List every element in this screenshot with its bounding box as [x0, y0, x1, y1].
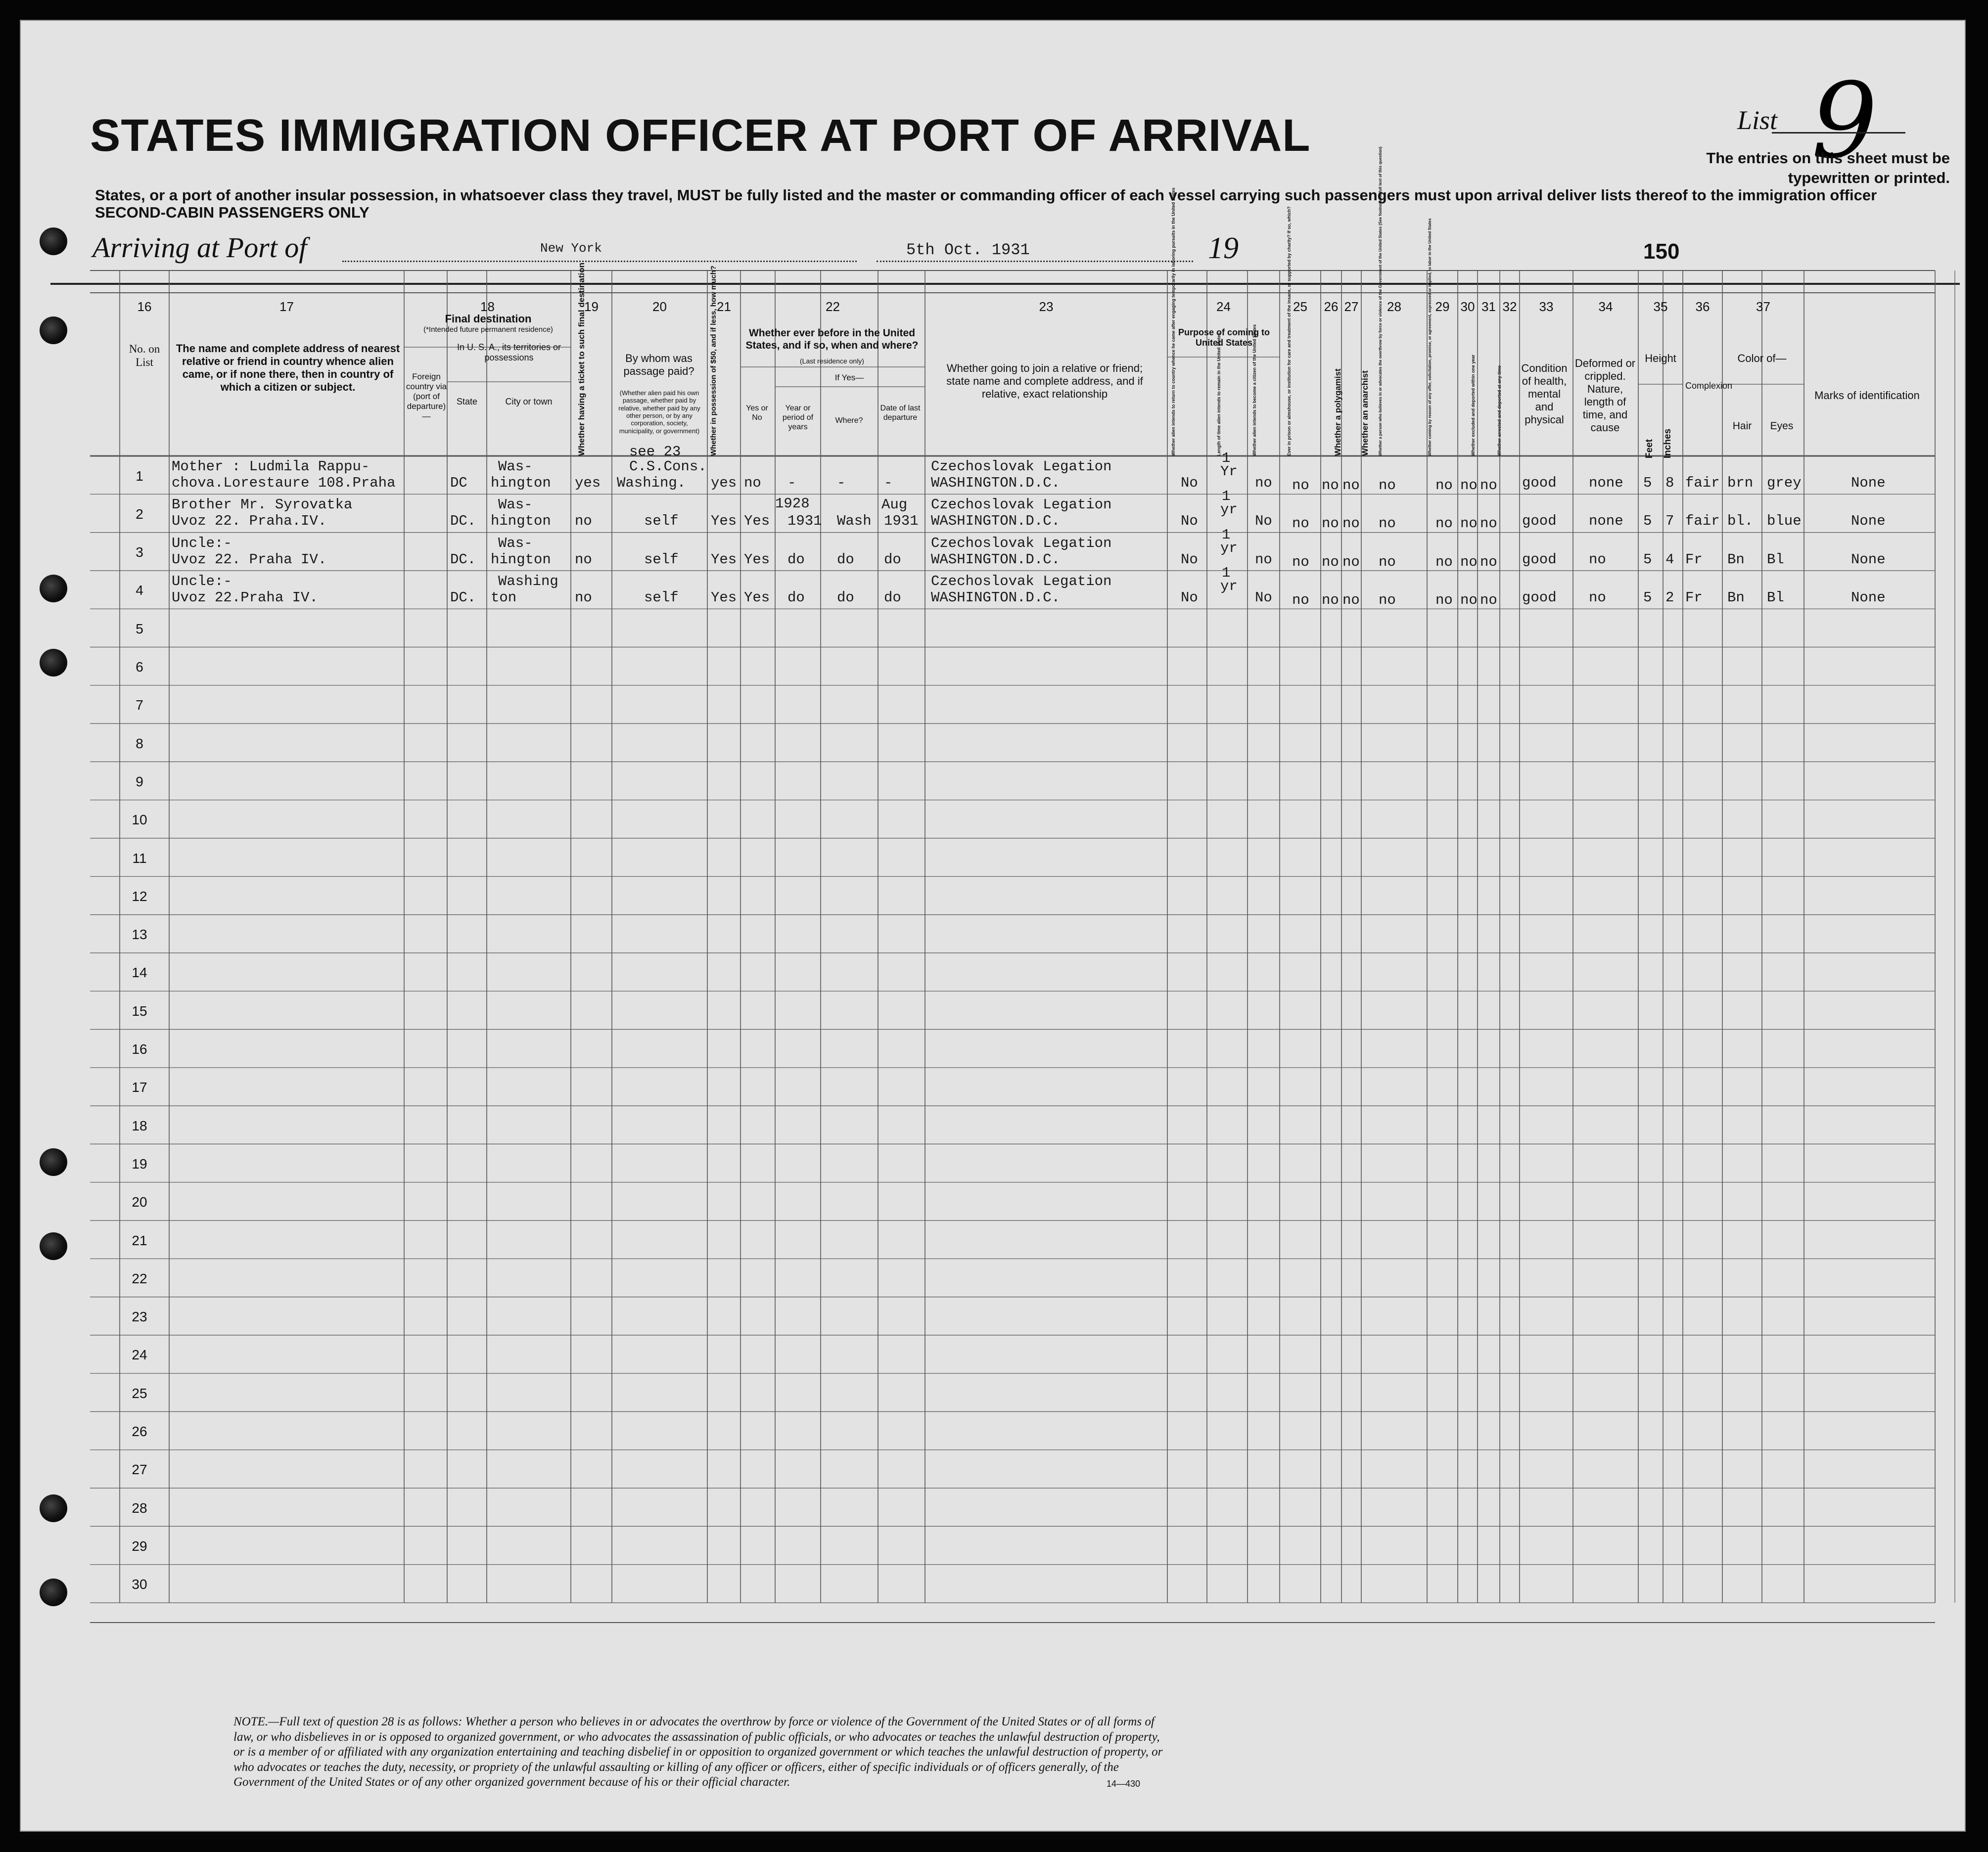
header-no-on-list: No. on List [129, 343, 160, 369]
header-citizen-intent: Whether alien intends to become a citizen of the United States [1252, 324, 1257, 456]
citizen-intent: no [1255, 551, 1272, 568]
polygamist-value: no [1322, 553, 1339, 570]
joining-relative: Czechoslovak Legation [931, 458, 1112, 475]
joining-relative: Czechoslovak Legation [931, 573, 1112, 589]
arrested-value: no [1480, 591, 1497, 608]
row-number: 27 [132, 1462, 147, 1478]
ticket-value: no [575, 589, 592, 606]
row-number: 9 [136, 773, 143, 789]
joining-address: WASHINGTON.D.C. [931, 513, 1061, 530]
header-relative: The name and complete address of nearest relative or friend in country whence alien came, or if none there, then in country of which a citizen or subject. [176, 342, 400, 393]
relative-address: chova.Lorestaure 108.Praha [172, 475, 396, 491]
prison-value: no [1292, 477, 1309, 494]
length-of-stay: 1 [1222, 450, 1231, 466]
header-health: Condition of health, mental and physical [1521, 362, 1568, 426]
row-number: 14 [132, 965, 147, 981]
joining-relative: Czechoslovak Legation [931, 497, 1112, 513]
header-polygamist: Whether a polygamist [1333, 368, 1342, 456]
arrested-value: no [1480, 515, 1497, 532]
header-prison: Ever in prison or almshouse, or institution for care and treatment of the insane, or supported by charity? If so, which? [1287, 206, 1292, 456]
header-final-destination: Final destination [445, 313, 532, 325]
before-in-us: Yes [744, 589, 770, 606]
complexion-value: Fr [1685, 589, 1703, 606]
row-number: 18 [132, 1118, 147, 1133]
header-joining: Whether going to join a relative or friend; state name and complete address, and if relative, exact relationship [946, 362, 1143, 400]
hair-color: brn [1727, 475, 1754, 491]
destination-city: Was- [498, 497, 533, 513]
excluded-value: no [1460, 591, 1478, 608]
prison-value: no [1292, 515, 1309, 532]
header-return-intent: Whether alien intends to return to country whence he came after engaging temporarily in laboring pursuits in the United States [1171, 187, 1176, 456]
column-number: 29 [1435, 299, 1450, 314]
header-color: Color of— [1737, 352, 1787, 364]
relative-address: Uvoz 22.Praha IV. [172, 589, 318, 606]
table-grid [21, 21, 1965, 1831]
header-inches: Inches [1663, 428, 1673, 458]
column-number: 21 [717, 299, 731, 314]
height-inches: 8 [1665, 475, 1674, 491]
eye-color: blue [1767, 513, 1802, 530]
header-yes-or-no: Yes or No [746, 404, 768, 422]
row-number: 20 [132, 1194, 147, 1210]
height-inches: 2 [1665, 589, 1674, 606]
health-value: good [1522, 589, 1557, 606]
row-number: 29 [132, 1538, 147, 1554]
form-number: 14—430 [1107, 1779, 1141, 1789]
before-where: do [837, 551, 854, 568]
row-number: 4 [136, 583, 143, 598]
passage-paid: C.S.Cons. [629, 458, 707, 475]
list-label: List [1737, 105, 1778, 135]
before-year: 1931 [787, 513, 822, 530]
row-number: 23 [132, 1309, 147, 1325]
header-before-us: Whether ever before in the United States, and if so, when and where? [745, 327, 919, 351]
header-anarchist: Whether an anarchist [1360, 370, 1370, 456]
row-number: 26 [132, 1424, 147, 1439]
column-number: 28 [1387, 299, 1401, 314]
column-number: 16 [137, 299, 152, 314]
column-number: 22 [826, 299, 840, 314]
return-intent: No [1181, 551, 1198, 568]
length-of-stay: yr [1220, 501, 1238, 518]
page-number: 150 [1643, 239, 1680, 264]
ticket-value: yes [575, 475, 601, 491]
relative-name: Uncle:- [172, 573, 232, 589]
column-number: 17 [279, 299, 294, 314]
identification-marks: None [1851, 475, 1886, 491]
labor-offer-value: no [1435, 477, 1453, 494]
header-state: State [456, 397, 478, 407]
header-hair: Hair [1732, 420, 1752, 432]
column-number: 27 [1344, 299, 1359, 314]
before-year: do [787, 551, 805, 568]
header-passage-paid-sub: (Whether alien paid his own passage, whether paid by relative, whether paid by any other person, or by any corporation, society, municipality, or government) [618, 389, 700, 435]
row-number: 7 [136, 697, 143, 713]
header-length-of-stay: Length of time alien intends to remain in the United States [1216, 332, 1221, 456]
destination-state: DC. [450, 589, 476, 606]
height-feet: 5 [1643, 475, 1652, 491]
height-inches: 4 [1665, 551, 1674, 568]
citizen-intent: no [1255, 475, 1272, 491]
identification-marks: None [1851, 551, 1886, 568]
row-number: 12 [132, 888, 147, 904]
header-complexion: Complexion [1685, 381, 1733, 391]
length-of-stay: yr [1220, 578, 1238, 594]
row-number: 1 [136, 468, 143, 484]
header-feet: Feet [1644, 439, 1655, 458]
relative-name: Uncle:- [172, 535, 232, 551]
column-number: 30 [1460, 299, 1475, 314]
departure-date: do [884, 551, 901, 568]
row-number: 6 [136, 659, 143, 675]
complexion-value: fair [1685, 513, 1720, 530]
excluded-value: no [1460, 515, 1478, 532]
entries-note: The entries on this sheet must be typewritten or printed. [1706, 149, 1950, 187]
joining-address: WASHINGTON.D.C. [931, 589, 1061, 606]
health-value: good [1522, 475, 1557, 491]
destination-city: Washing [498, 573, 558, 589]
row-number: 16 [132, 1041, 147, 1057]
destination-city: Was- [498, 535, 533, 551]
arrival-port: New York [540, 241, 602, 256]
header-overthrow: Whether a person who believes in or advocates the overthrow by force or violence of the Government of the United States (See footnote for full text of this question) [1378, 146, 1383, 456]
row-number: 22 [132, 1270, 147, 1286]
identification-marks: None [1851, 589, 1886, 606]
complexion-value: Fr [1685, 551, 1703, 568]
passage-paid: self [644, 551, 679, 568]
citizen-intent: No [1255, 513, 1272, 530]
health-value: good [1522, 551, 1557, 568]
header-arrested: Whether arrested and deported at any time [1497, 365, 1502, 456]
destination-city: Was- [498, 458, 533, 475]
destination-state: DC. [450, 513, 476, 530]
citizen-intent: No [1255, 589, 1272, 606]
anarchist-value: no [1342, 553, 1360, 570]
page-title: STATES IMMIGRATION OFFICER AT PORT OF ARRIVAL [90, 110, 1311, 161]
passage-paid: Washing. [617, 475, 686, 491]
complexion-value: fair [1685, 475, 1720, 491]
length-of-stay: 1 [1222, 488, 1231, 505]
prison-value: no [1292, 553, 1309, 570]
hair-color: bl. [1727, 513, 1754, 530]
joining-relative: Czechoslovak Legation [931, 535, 1112, 551]
before-in-us: no [744, 475, 761, 491]
overthrow-value: no [1379, 553, 1396, 570]
header-deformed: Deformed or crippled. Nature, length of time, and cause [1574, 357, 1636, 434]
fifty-dollars-value: Yes [711, 589, 737, 606]
relative-address: Uvoz 22. Praha.IV. [172, 513, 327, 530]
overthrow-value: no [1379, 515, 1396, 532]
column-number: 31 [1481, 299, 1496, 314]
destination-city: hington [491, 551, 551, 568]
before-in-us: Yes [744, 513, 770, 530]
return-intent: No [1181, 513, 1198, 530]
list-number: 9 [1811, 60, 1878, 181]
row-number: 11 [132, 850, 147, 866]
header-marks: Marks of identification [1814, 389, 1920, 402]
column-number: 34 [1598, 299, 1613, 314]
column-number: 26 [1324, 299, 1339, 314]
row-number: 19 [132, 1156, 147, 1172]
header-where: Where? [835, 416, 863, 425]
deformed-value: none [1589, 475, 1623, 491]
departure-date: - [884, 475, 893, 491]
deformed-value: no [1589, 589, 1606, 606]
row-number: 10 [132, 812, 147, 828]
departure-date: Aug [881, 497, 908, 513]
arrested-value: no [1480, 553, 1497, 570]
hair-color: Bn [1727, 589, 1745, 606]
column-number: 33 [1539, 299, 1554, 314]
row-number: 2 [136, 506, 143, 522]
header-year: Year or period of years [782, 404, 814, 431]
relative-address: Uvoz 22. Praha IV. [172, 551, 327, 568]
header-excluded: Whether excluded and deported within one year [1471, 354, 1476, 456]
arrival-date: 5th Oct. 1931 [906, 241, 1030, 259]
before-year: do [787, 589, 805, 606]
header-purpose: Purpose of coming to United States [1178, 327, 1270, 348]
length-of-stay: yr [1220, 540, 1238, 556]
ticket-value: no [575, 551, 592, 568]
header-foreign-country: Foreign country via (port of departure)— [406, 372, 447, 421]
before-year: - [787, 475, 796, 491]
row-number: 17 [132, 1080, 147, 1095]
row-number: 21 [132, 1232, 147, 1248]
arrival-label: Arriving at Port of [92, 231, 307, 264]
destination-city: hington [491, 475, 551, 491]
header-in-usa: In U. S. A., its territories or possessions [457, 342, 561, 363]
relative-name: Brother Mr. Syrovatka [172, 497, 353, 513]
column-number: 23 [1039, 299, 1054, 314]
eye-color: Bl [1767, 589, 1784, 606]
joining-address: WASHINGTON.D.C. [931, 551, 1061, 568]
row-number: 13 [132, 927, 147, 943]
relative-name: Mother : Ludmila Rappu- [172, 458, 370, 475]
excluded-value: no [1460, 553, 1478, 570]
excluded-value: no [1460, 477, 1478, 494]
passage-paid: see 23 [629, 444, 681, 460]
column-number: 32 [1502, 299, 1517, 314]
before-where: do [837, 589, 854, 606]
eye-color: Bl [1767, 551, 1784, 568]
row-number: 30 [132, 1577, 147, 1592]
height-feet: 5 [1643, 551, 1652, 568]
height-feet: 5 [1643, 513, 1652, 530]
fifty-dollars-value: yes [711, 475, 737, 491]
row-number: 15 [132, 1003, 147, 1019]
fifty-dollars-value: Yes [711, 551, 737, 568]
header-height: Height [1645, 352, 1676, 364]
header-ticket: Whether having a ticket to such final destination [577, 262, 586, 456]
header-passage-paid: By whom was passage paid? [623, 352, 694, 377]
row-number: 24 [132, 1347, 147, 1363]
anarchist-value: no [1342, 477, 1360, 494]
footnote: NOTE.—Full text of question 28 is as follows: Whether a person who believes in or advocates the overthrow by force or violence of the Government of the United States or of all forms of law, or who disbelieves in or is opposed to organized government, or who advocates the assassination of public officials, or who advocates or teaches the unlawful destruction of property, or is a member of or affiliated with any organization entertaining and teaching disbelief in or opposition to organized government or which teaches the unlawful destruction of property, or who advocates or teaches the duty, necessity, or propriety of the unlawful assaulting or killing of any officer or officers, either of specific individuals or of officers generally, of the Government of the United States or of any other organized government because of his or their official character. [233, 1715, 1163, 1789]
departure-date: 1931 [884, 513, 919, 530]
overthrow-value: no [1379, 477, 1396, 494]
header-if-yes: If Yes— [834, 373, 864, 382]
before-where: - [837, 475, 846, 491]
header-before-us-sub: (Last residence only) [800, 357, 864, 365]
column-number: 24 [1216, 299, 1231, 314]
column-number: 18 [480, 299, 495, 314]
polygamist-value: no [1322, 477, 1339, 494]
header-eyes: Eyes [1770, 420, 1794, 432]
column-number: 37 [1756, 299, 1770, 314]
fifty-dollars-value: Yes [711, 513, 737, 530]
arrested-value: no [1480, 477, 1497, 494]
manifest-sheet [20, 20, 1966, 1832]
row-number: 3 [136, 544, 143, 560]
header-fifty-dollars: Whether in possession of $50, and if less, how much? [709, 265, 718, 456]
column-number: 19 [584, 299, 599, 314]
before-where: Wash [837, 513, 872, 530]
before-year: 1928 [775, 496, 810, 512]
overthrow-value: no [1379, 591, 1396, 608]
deformed-value: none [1589, 513, 1623, 530]
polygamist-value: no [1322, 591, 1339, 608]
health-value: good [1522, 513, 1557, 530]
deformed-value: no [1589, 551, 1606, 568]
destination-state: DC [450, 475, 467, 491]
labor-offer-value: no [1435, 515, 1453, 532]
header-final-destination-sub: (*Intended future permanent residence) [423, 325, 553, 334]
header-departure-date: Date of last departure [880, 404, 921, 422]
labor-offer-value: no [1435, 553, 1453, 570]
departure-date: do [884, 589, 901, 606]
row-number: 8 [136, 735, 143, 751]
labor-offer-value: no [1435, 591, 1453, 608]
header-labor-offer: Whether coming by reason of any offer, solicitation, promise, or agreement, expressed or implied, to labor in the United States [1428, 218, 1432, 456]
return-intent: No [1181, 589, 1198, 606]
header-subtitle: States, or a port of another insular possession, in whatsoever class they travel, MUST be fully listed and the master or commanding officer of each vessel carrying such passengers must upon arrival deliver lists thereof to the immigration officer [95, 186, 1877, 204]
before-in-us: Yes [744, 551, 770, 568]
header-city: City or town [505, 397, 553, 407]
column-number: 20 [652, 299, 667, 314]
return-intent: No [1181, 475, 1198, 491]
cabin-class-label: SECOND-CABIN PASSENGERS ONLY [95, 204, 370, 221]
arrival-year-prefix: 19 [1208, 231, 1239, 265]
anarchist-value: no [1342, 515, 1360, 532]
prison-value: no [1292, 591, 1309, 608]
ticket-value: no [575, 513, 592, 530]
identification-marks: None [1851, 513, 1886, 530]
destination-state: DC. [450, 551, 476, 568]
length-of-stay: Yr [1220, 463, 1238, 480]
hair-color: Bn [1727, 551, 1745, 568]
height-inches: 7 [1665, 513, 1674, 530]
column-number: 35 [1653, 299, 1668, 314]
destination-city: ton [491, 589, 517, 606]
joining-address: WASHINGTON.D.C. [931, 475, 1061, 491]
column-number: 36 [1695, 299, 1710, 314]
passage-paid: self [644, 513, 679, 530]
row-number: 25 [132, 1385, 147, 1401]
eye-color: grey [1767, 475, 1802, 491]
anarchist-value: no [1342, 591, 1360, 608]
polygamist-value: no [1322, 515, 1339, 532]
height-feet: 5 [1643, 589, 1652, 606]
row-number: 28 [132, 1500, 147, 1516]
length-of-stay: 1 [1222, 564, 1231, 581]
column-number: 25 [1293, 299, 1307, 314]
row-number: 5 [136, 621, 143, 636]
destination-city: hington [491, 513, 551, 530]
passage-paid: self [644, 589, 679, 606]
length-of-stay: 1 [1222, 526, 1231, 543]
